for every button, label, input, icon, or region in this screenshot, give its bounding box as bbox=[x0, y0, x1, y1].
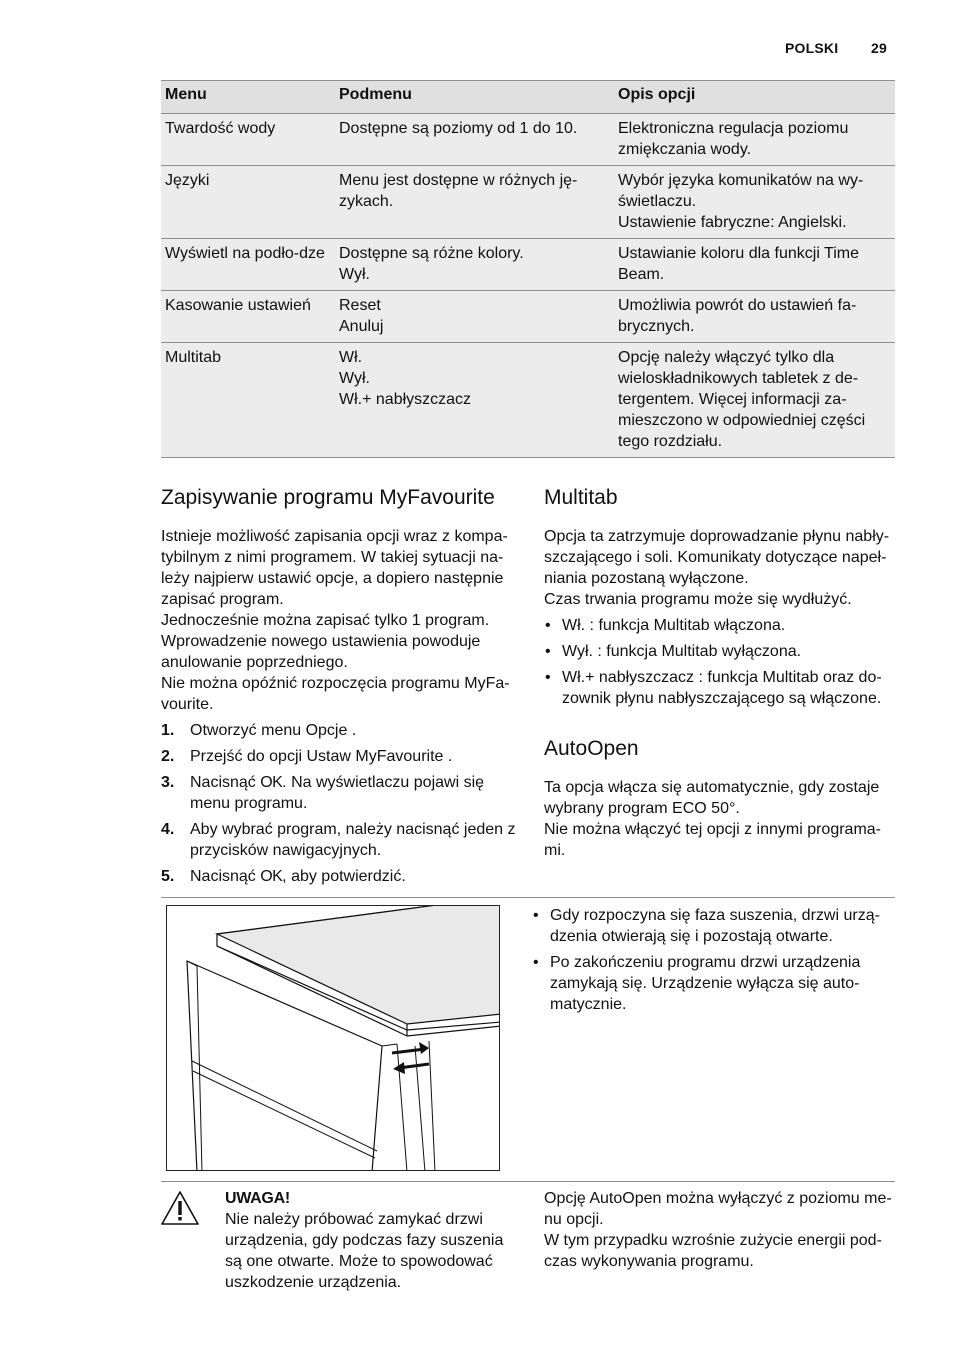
menu-cell bbox=[161, 343, 335, 457]
header-language: POLSKI bbox=[785, 40, 839, 56]
submenu-cell bbox=[335, 343, 614, 457]
paragraph: Istnieje możliwość zapisania opcji wraz z kompa-tybilnym z nimi programem. W takiej sytuacji na-leży najpierw ustawić opcje, a dopiero następnie zapisać program. bbox=[161, 528, 508, 608]
cell-line: Wył. bbox=[339, 266, 370, 283]
page-number: 29 bbox=[871, 40, 887, 56]
cell-line: Anuluj bbox=[339, 318, 384, 335]
column-header: Opis opcji bbox=[618, 86, 696, 103]
step-item bbox=[161, 866, 521, 887]
multitab-title: Multitab bbox=[544, 486, 618, 509]
description-cell bbox=[614, 166, 895, 238]
table-row bbox=[161, 239, 895, 291]
step-text: Otworzyć menu Opcje . bbox=[190, 722, 357, 739]
paragraph: Opcja ta zatrzymuje doprowadzanie płynu nabły-szczającego i soli. Komunikaty dotyczące napeł-niania pozostaną wyłączone. bbox=[544, 528, 890, 587]
autoopen-bullets bbox=[532, 905, 894, 1015]
submenu-cell bbox=[335, 291, 614, 342]
bullet-text: Wył. : funkcja Multitab wyłączona. bbox=[562, 643, 802, 660]
myfavourite-steps bbox=[161, 720, 521, 887]
multitab-section bbox=[544, 485, 899, 709]
bullet-text: Wł.+ nabłyszczacz : funkcja Multitab oraz do-zownik płynu nabłyszczającego są włączone. bbox=[562, 669, 882, 707]
cell-line: Ustawianie koloru dla funkcji Time Beam. bbox=[618, 245, 859, 283]
step-number: 5. bbox=[161, 868, 175, 885]
paragraph: Jednocześnie można zapisać tylko 1 program. bbox=[161, 612, 490, 629]
bullet-icon: • bbox=[545, 643, 551, 660]
cell-line: Reset bbox=[339, 297, 381, 314]
step-text: Nacisnąć bbox=[190, 868, 261, 885]
column-header: Menu bbox=[165, 86, 207, 103]
bullet-item bbox=[544, 641, 899, 662]
bullet-icon: • bbox=[533, 954, 539, 971]
cell-line: Wybór języka komunikatów na wy-świetlaczu. bbox=[618, 172, 864, 210]
bullet-icon: • bbox=[545, 669, 551, 686]
table-row bbox=[161, 343, 895, 458]
menu-cell bbox=[161, 114, 335, 165]
step-text: . Na wyświetlaczu pojawi się menu programu. bbox=[190, 774, 485, 812]
disable-note bbox=[544, 1188, 899, 1272]
paragraph: Ta opcja włącza się automatycznie, gdy zostaje wybrany program ECO 50°. bbox=[544, 779, 880, 817]
bullet-text: Wł. : funkcja Multitab włączona. bbox=[562, 617, 786, 634]
submenu-cell bbox=[335, 239, 614, 290]
cell-line: Twardość wody bbox=[165, 120, 276, 137]
step-item bbox=[161, 772, 521, 814]
description-cell bbox=[614, 239, 895, 290]
paragraph: Czas trwania programu może się wydłużyć. bbox=[544, 591, 852, 608]
step-number: 2. bbox=[161, 748, 175, 765]
step-text: , aby potwierdzić. bbox=[282, 868, 406, 885]
step-text: Przejść do opcji Ustaw MyFavourite . bbox=[190, 748, 453, 765]
step-number: 1. bbox=[161, 722, 175, 739]
bullet-item bbox=[532, 952, 894, 1015]
paragraph: W tym przypadku wzrośnie zużycie energii pod-czas wykonywania programu. bbox=[544, 1232, 882, 1270]
bullet-item bbox=[544, 667, 899, 709]
autoopen-title: AutoOpen bbox=[544, 737, 639, 760]
cell-line: Kasowanie ustawień bbox=[165, 297, 311, 314]
cell-line: Dostępne są różne kolory. bbox=[339, 245, 524, 262]
multitab-bullets bbox=[544, 615, 899, 709]
cell-line: Elektroniczna regulacja poziomu zmiękczania wody. bbox=[618, 120, 849, 158]
warning-icon bbox=[160, 1190, 200, 1226]
ok-key-label: OK bbox=[260, 868, 283, 885]
menu-cell bbox=[161, 166, 335, 238]
disable-note-text bbox=[544, 1188, 899, 1272]
table-header-row bbox=[161, 80, 895, 114]
bullet-icon: • bbox=[545, 617, 551, 634]
warning-title: UWAGA! bbox=[225, 1190, 290, 1207]
cell-line: Wł.+ nabłyszczacz bbox=[339, 391, 472, 408]
bullet-text: Po zakończeniu programu drzwi urządzenia zamykają się. Urządzenie wyłącza się auto-matycznie. bbox=[550, 954, 861, 1013]
cell-line: Wyświetl na podło-dze bbox=[165, 245, 325, 262]
ok-key-label: OK bbox=[260, 774, 283, 791]
step-number: 3. bbox=[161, 774, 175, 791]
step-text: Nacisnąć bbox=[190, 774, 261, 791]
table-body bbox=[161, 114, 895, 458]
warning-divider bbox=[161, 1181, 895, 1182]
cell-line: Multitab bbox=[165, 349, 222, 366]
bullet-text: Gdy rozpoczyna się faza suszenia, drzwi urzą-dzenia otwierają się i pozostają otwarte. bbox=[550, 907, 880, 945]
table-row bbox=[161, 166, 895, 239]
step-item bbox=[161, 819, 521, 861]
paragraph: Wprowadzenie nowego ustawienia powoduje anulowanie poprzedniego. bbox=[161, 633, 481, 671]
cell-line: Dostępne są poziomy od 1 do 10. bbox=[339, 120, 578, 137]
autoopen-text bbox=[544, 777, 899, 861]
description-cell bbox=[614, 343, 895, 457]
autoopen-section bbox=[544, 736, 899, 861]
submenu-cell bbox=[335, 166, 614, 238]
myfavourite-title: Zapisywanie programu MyFavourite bbox=[161, 486, 495, 509]
paragraph: Nie można włączyć tej opcji z innymi programa-mi. bbox=[544, 821, 881, 859]
autoopen-door-notes bbox=[532, 900, 894, 1015]
table-row bbox=[161, 114, 895, 166]
dishwasher-door-drawing bbox=[167, 906, 500, 1171]
paragraph: Nie można opóźnić rozpoczęcia programu MyFa-vourite. bbox=[161, 675, 510, 713]
bullet-icon: • bbox=[533, 907, 539, 924]
door-illustration bbox=[166, 905, 500, 1171]
myfavourite-section bbox=[161, 485, 521, 887]
submenu-cell bbox=[335, 114, 614, 165]
description-cell bbox=[614, 114, 895, 165]
myfavourite-text bbox=[161, 526, 521, 715]
cell-line: Języki bbox=[165, 172, 210, 189]
cell-line: Opcję należy włączyć tylko dla wieloskładnikowych tabletek z de-tergentem. Więcej informacji za-mieszczono w odpowiedniej części tego rozdziału. bbox=[618, 349, 866, 450]
step-text: Aby wybrać program, należy nacisnąć jeden z przycisków nawigacyjnych. bbox=[190, 821, 516, 859]
section-divider bbox=[161, 897, 895, 898]
warning-box bbox=[225, 1188, 515, 1293]
description-cell bbox=[614, 291, 895, 342]
column-header: Podmenu bbox=[339, 86, 412, 103]
menu-cell bbox=[161, 291, 335, 342]
paragraph: Opcję AutoOpen można wyłączyć z poziomu me-nu opcji. bbox=[544, 1190, 892, 1228]
warning-text: Nie należy próbować zamykać drzwi urządzenia, gdy podczas fazy suszenia są one otwarte. Może to spowodować uszkodzenie urządzenia. bbox=[225, 1211, 504, 1291]
multitab-text bbox=[544, 526, 899, 610]
bullet-item bbox=[532, 905, 894, 947]
step-item bbox=[161, 746, 521, 767]
cell-line: Umożliwia powrót do ustawień fa-brycznych. bbox=[618, 297, 857, 335]
cell-line: Wył. bbox=[339, 370, 370, 387]
bullet-item bbox=[544, 615, 899, 636]
step-number: 4. bbox=[161, 821, 175, 838]
step-item bbox=[161, 720, 521, 741]
cell-line: Menu jest dostępne w różnych ję-zykach. bbox=[339, 172, 578, 210]
table-row bbox=[161, 291, 895, 343]
cell-line: Ustawienie fabryczne: Angielski. bbox=[618, 214, 847, 231]
cell-line: Wł. bbox=[339, 349, 363, 366]
options-table bbox=[161, 80, 895, 458]
menu-cell bbox=[161, 239, 335, 290]
